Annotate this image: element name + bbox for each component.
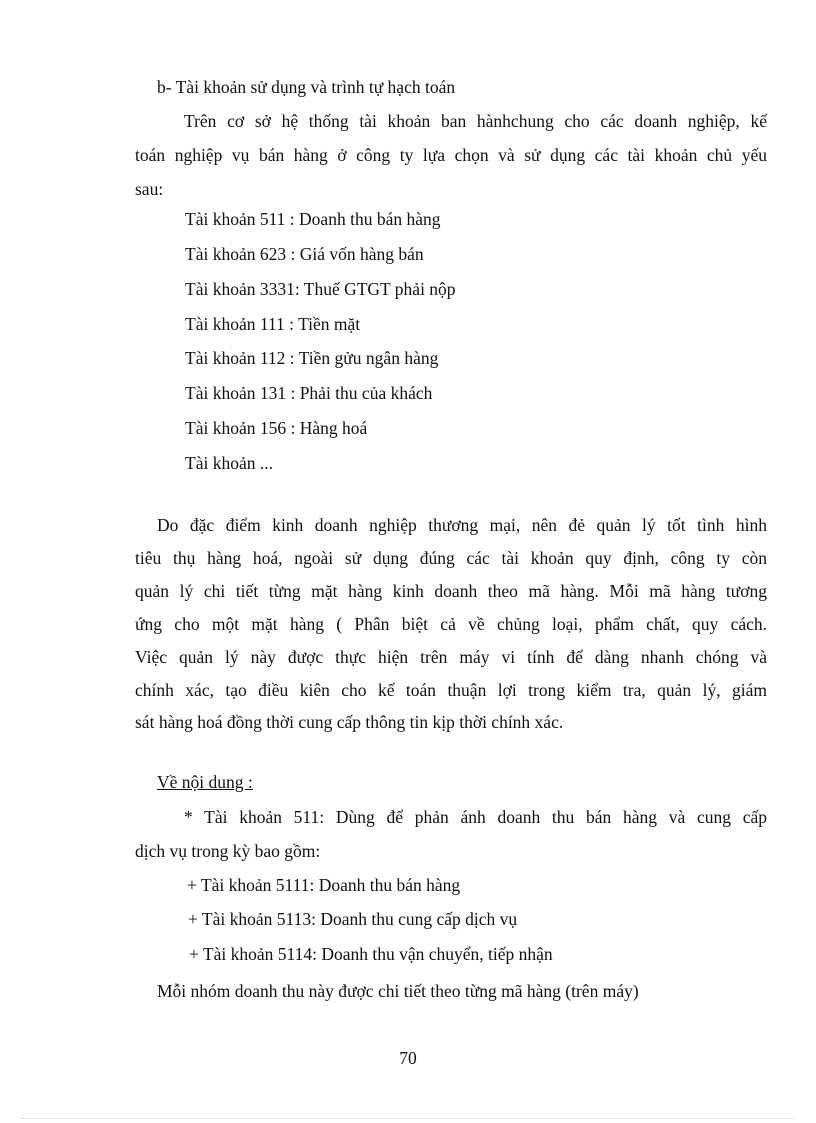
intro-line-3: sau: [135, 179, 164, 199]
paragraph-line: quản lý chi tiết từng mặt hàng kinh doanh theo mã hàng. Mỗi mã hàng tương [135, 581, 767, 601]
sub-account-item: + Tài khoản 5113: Doanh thu cung cấp dịch vụ [188, 909, 518, 929]
account-item: Tài khoản 131 : Phải thu của khách [185, 383, 433, 403]
page-number: 70 [399, 1048, 417, 1068]
intro-line-1: Trên cơ sở hệ thống tài khoản ban hànhchung cho các doanh nghiệp, kế [184, 111, 767, 131]
intro-line-2: toán nghiệp vụ bán hàng ở công ty lựa chọn và sử dụng các tài khoản chủ yếu [135, 145, 767, 165]
page-bottom-divider [22, 1118, 794, 1119]
closing-line: Mỗi nhóm doanh thu này được chi tiết theo từng mã hàng (trên máy) [157, 981, 639, 1001]
paragraph-line: ứng cho một mặt hàng ( Phân biệt cả về chủng loại, phẩm chất, quy cách. [135, 614, 767, 634]
content-heading: Về nội dung : [157, 772, 253, 792]
paragraph-line: Việc quản lý này được thực hiện trên máy vi tính để dàng nhanh chóng và [135, 647, 767, 667]
account-item: Tài khoản 156 : Hàng hoá [185, 418, 368, 438]
section-heading: b- Tài khoản sử dụng và trình tự hạch toán [157, 77, 456, 97]
paragraph-line: sát hàng hoá đồng thời cung cấp thông tin kịp thời chính xác. [135, 712, 564, 732]
account-item: Tài khoản 112 : Tiền gửu ngân hàng [185, 348, 439, 368]
account-511-line-1: * Tài khoản 511: Dùng để phản ánh doanh thu bán hàng và cung cấp [184, 807, 767, 827]
sub-account-item: + Tài khoản 5111: Doanh thu bán hàng [187, 875, 461, 895]
account-item: Tài khoản 511 : Doanh thu bán hàng [185, 209, 441, 229]
account-item: Tài khoản ... [185, 453, 273, 473]
sub-account-item: + Tài khoản 5114: Doanh thu vận chuyển, tiếp nhận [189, 944, 553, 964]
paragraph-line: chính xác, tạo điều kiên cho kế toán thuận lợi trong kiểm tra, quản lý, giám [135, 680, 767, 700]
paragraph-line: Do đặc điểm kinh doanh nghiệp thương mại, nên đẻ quản lý tốt tình hình [157, 515, 767, 535]
account-item: Tài khoản 623 : Giá vốn hàng bán [185, 244, 424, 264]
account-item: Tài khoản 3331: Thuế GTGT phải nộp [185, 279, 456, 299]
paragraph-line: tiêu thụ hàng hoá, ngoài sử dụng đúng các tài khoản quy định, công ty còn [135, 548, 767, 568]
account-511-line-2: dịch vụ trong kỳ bao gồm: [135, 841, 321, 861]
account-item: Tài khoản 111 : Tiền mặt [185, 314, 361, 334]
